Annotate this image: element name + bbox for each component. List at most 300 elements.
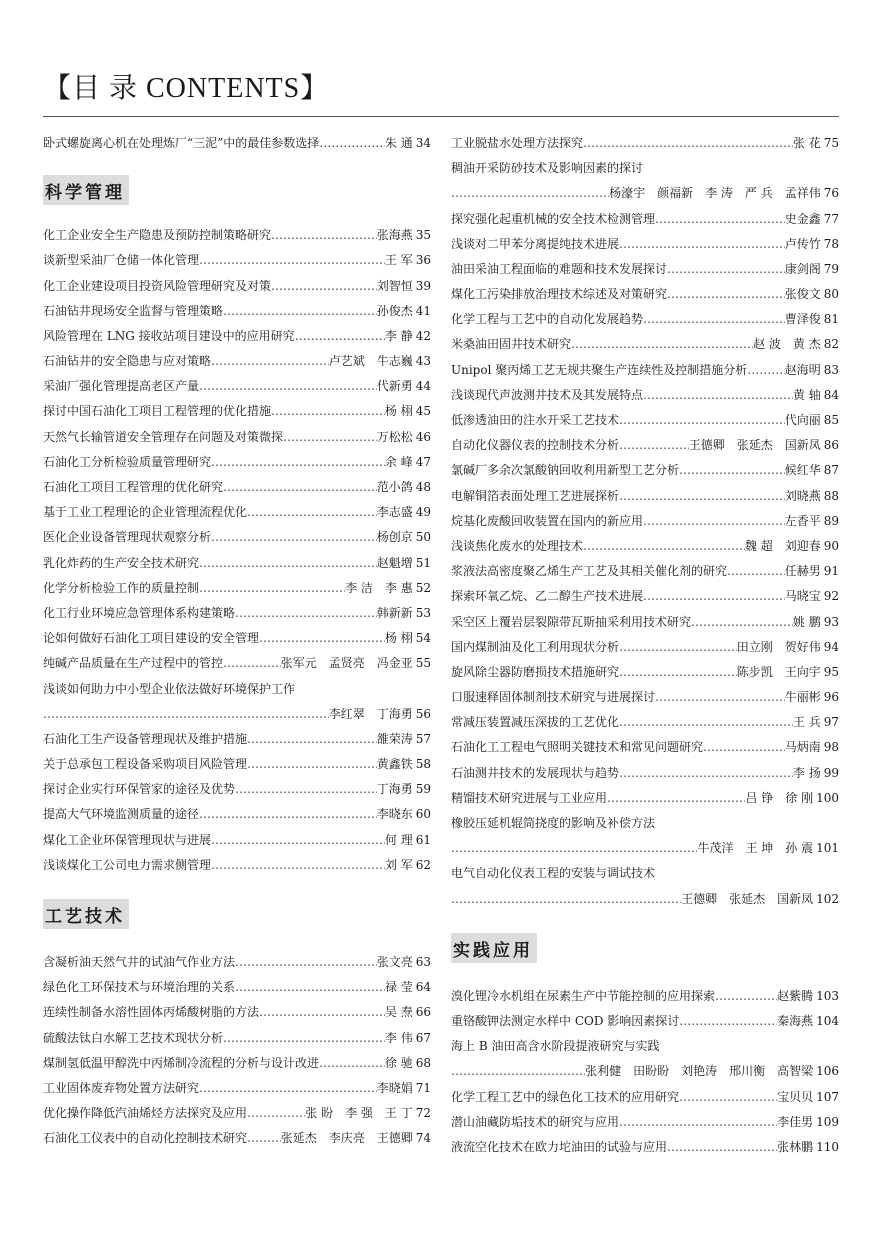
- toc-entry-title: 常减压装置减压深拔的工艺优化: [451, 715, 620, 730]
- toc-entry-title: 提高大气环境监测质量的途径: [43, 807, 200, 822]
- toc-entry-author: 朱 通: [384, 135, 413, 150]
- dot-leader: [259, 626, 385, 651]
- toc-entry-title: 乳化炸药的生产安全技术研究: [43, 555, 200, 570]
- toc-entry-author: 卢传竹: [784, 236, 821, 251]
- toc-entry[interactable]: [451, 660, 839, 685]
- toc-entry-page: 87: [823, 463, 839, 478]
- toc-entry-page: 77: [823, 211, 839, 226]
- dot-leader: [235, 950, 377, 975]
- toc-entry-page: 56: [415, 706, 431, 721]
- toc-entry-title: 浆液法高密度聚乙烯生产工艺及其相关催化剂的研究: [451, 564, 728, 579]
- toc-entry-title: 化学分析检验工作的质量控制: [43, 580, 200, 595]
- toc-entry[interactable]: [43, 828, 431, 853]
- toc-entry-author: 李 静: [384, 328, 413, 343]
- toc-entry[interactable]: [451, 282, 839, 307]
- toc-entry-title: 谈新型采油厂仓储一体化管理: [43, 253, 200, 268]
- toc-entry-title: 液流空化技术在欧力坨油田的试验与应用: [451, 1139, 668, 1154]
- toc-entry-author: 魏 超 刘迎春: [744, 538, 821, 553]
- toc-entry-author: 刘智恒: [376, 278, 413, 293]
- dot-leader: [271, 223, 377, 248]
- dot-leader: [247, 752, 377, 777]
- toc-entry[interactable]: [43, 1051, 431, 1076]
- toc-entry[interactable]: [451, 383, 839, 408]
- dot-leader: [247, 500, 377, 525]
- toc-entry-title: 关于总承包工程设备采购项目风险管理: [43, 757, 248, 772]
- toc-entry-page: 102: [816, 891, 839, 906]
- toc-entry-title: 石油化工仪表中的自动化控制技术研究: [43, 1131, 248, 1146]
- dot-leader: [679, 1085, 777, 1110]
- toc-entry-page: 86: [823, 438, 839, 453]
- toc-entry-page: 39: [415, 278, 431, 293]
- header-divider: [43, 116, 839, 117]
- dot-leader: [199, 1076, 377, 1101]
- toc-entry-page: 78: [823, 236, 839, 251]
- toc-entry-title: 化工企业安全生产隐患及预防控制策略研究: [43, 228, 272, 243]
- toc-entry-page: 61: [415, 832, 431, 847]
- toc-entry-author: 张海燕: [376, 228, 413, 243]
- dot-leader: [679, 1009, 777, 1034]
- toc-entry-title: 论如何做好石油化工项目建设的安全管理: [43, 631, 260, 646]
- toc-entry[interactable]: [43, 626, 431, 651]
- toc-entry-continuation[interactable]: [451, 887, 839, 912]
- dot-leader: [451, 1059, 585, 1084]
- dot-leader: [619, 635, 737, 660]
- toc-entry[interactable]: [43, 853, 431, 878]
- toc-entry-title: 工业固体废弃物处置方法研究: [43, 1080, 200, 1095]
- toc-entry[interactable]: [43, 500, 431, 525]
- dot-leader: [247, 1126, 281, 1151]
- toc-entry[interactable]: [451, 635, 839, 660]
- toc-entry[interactable]: [43, 1101, 431, 1126]
- toc-entry-page: 66: [415, 1005, 431, 1020]
- toc-entry-title: 口服速释固体制剂技术研究与进展探讨: [451, 690, 656, 705]
- dot-leader: [667, 257, 785, 282]
- toc-entry[interactable]: [451, 984, 839, 1009]
- toc-entry[interactable]: [451, 232, 839, 257]
- toc-entry[interactable]: [451, 307, 839, 332]
- toc-entry-continuation[interactable]: [451, 836, 839, 861]
- toc-entry[interactable]: [43, 324, 431, 349]
- dot-leader: [643, 584, 785, 609]
- toc-entry[interactable]: [43, 425, 431, 450]
- toc-entry-page: 94: [823, 639, 839, 654]
- toc-entry-page: 99: [823, 765, 839, 780]
- toc-entry-author: 黄鑫铁: [376, 757, 413, 772]
- toc-entry-title: 连续性制备水溶性固体丙烯酸树脂的方法: [43, 1005, 260, 1020]
- dot-leader: [223, 1026, 385, 1051]
- dot-leader: [583, 131, 793, 156]
- toc-entry[interactable]: [451, 559, 839, 584]
- dot-leader: [703, 735, 785, 760]
- dot-leader: [199, 551, 377, 576]
- toc-entry[interactable]: [43, 374, 431, 399]
- toc-entry-page: 64: [415, 980, 431, 995]
- toc-entry[interactable]: [43, 777, 431, 802]
- toc-entry-title: 探讨中国石油化工项目工程管理的优化措施: [43, 404, 272, 419]
- toc-entry-title: 采油厂强化管理提高老区产量: [43, 379, 200, 394]
- toc-entry-author: 雒荣涛: [376, 731, 413, 746]
- toc-entry-author: 候红华: [784, 463, 821, 478]
- toc-entry[interactable]: [43, 299, 431, 324]
- toc-entry-title: 石油化工项目工程管理的优化研究: [43, 480, 224, 495]
- dot-leader: [451, 836, 697, 861]
- toc-entry[interactable]: [451, 131, 839, 156]
- toc-entry-page: 109: [816, 1114, 839, 1129]
- toc-entry-page: 68: [415, 1055, 431, 1070]
- toc-entry-title: 纯碱产品质量在生产过程中的管控: [43, 656, 224, 671]
- toc-entry-continuation[interactable]: [451, 1059, 839, 1084]
- dot-leader: [43, 702, 329, 727]
- toc-entry-page: 101: [816, 841, 839, 856]
- toc-entry-author: 李晓东: [376, 807, 413, 822]
- toc-entry-author: 曹泽俊: [784, 312, 821, 327]
- toc-entry-author: 王 兵: [792, 715, 821, 730]
- dot-leader: [199, 374, 377, 399]
- toc-entry-page: 96: [823, 690, 839, 705]
- dot-leader: [199, 576, 345, 601]
- toc-entry[interactable]: [43, 727, 431, 752]
- toc-entry-page: 45: [415, 404, 431, 419]
- toc-entry-author: 李 洁 李 惠: [345, 580, 413, 595]
- toc-entry[interactable]: [451, 736, 839, 761]
- dot-leader: [619, 710, 793, 735]
- toc-entry-author: 吕 铮 徐 刚: [745, 790, 814, 805]
- toc-entry[interactable]: [451, 1085, 839, 1110]
- toc-entry-author: 杨 栩: [384, 631, 413, 646]
- dot-leader: [607, 786, 745, 811]
- toc-entry-page: 106: [816, 1064, 839, 1079]
- toc-entry-title: 风险管理在 LNG 接收站项目建设中的应用研究: [43, 328, 295, 343]
- toc-entry[interactable]: [451, 761, 839, 786]
- toc-entry[interactable]: [451, 610, 839, 635]
- toc-entry[interactable]: [43, 651, 431, 676]
- toc-entry[interactable]: [451, 257, 839, 282]
- toc-entry-title: 氯碱厂多余次氯酸钠回收利用新型工艺分析: [451, 463, 680, 478]
- toc-entry-page: 63: [415, 955, 431, 970]
- toc-entry-page: 49: [415, 505, 431, 520]
- toc-entry-title: 化学工程与工艺中的自动化发展趋势: [451, 312, 644, 327]
- toc-entry-title: 米桑油田固井技术研究: [451, 337, 572, 352]
- dot-leader: [211, 828, 385, 853]
- toc-entry-title: Unipol 聚丙烯工艺无规共聚生产连续性及控制措施分析: [451, 362, 748, 377]
- toc-entry-page: 52: [415, 580, 431, 595]
- toc-entry-author: 张林鹏: [777, 1139, 814, 1154]
- toc-entry-author: 余 峰: [384, 454, 413, 469]
- toc-entry-title: 浅谈煤化工公司电力需求侧管理: [43, 857, 212, 872]
- toc-entry[interactable]: [43, 576, 431, 601]
- toc-entry-page: 76: [823, 186, 839, 201]
- toc-entry-title: 探索环氧乙烷、乙二醇生产技术进展: [451, 589, 644, 604]
- toc-entry-author: 徐 驰: [384, 1055, 413, 1070]
- toc-entry[interactable]: [451, 433, 839, 458]
- toc-entry-title: 探究强化起重机械的安全技术检测管理: [451, 211, 656, 226]
- toc-entry-author: 王德卿 张延杰 国新凤: [688, 438, 821, 453]
- toc-entry-title: 石油化工工程电气照明关键技术和常见问题研究: [451, 740, 704, 755]
- toc-entry-page: 46: [415, 429, 431, 444]
- dot-leader: [655, 207, 785, 232]
- toc-entry-author: 黄 轴: [792, 387, 821, 402]
- toc-entry-author: 马炳南: [784, 740, 821, 755]
- toc-entry[interactable]: [43, 1126, 431, 1151]
- toc-entry-title: 重铬酸钾法测定水样中 COD 影响因素探讨: [451, 1013, 680, 1028]
- toc-entry-author: 牛丽彬: [784, 690, 821, 705]
- toc-entry-title-line[interactable]: 稠油开采防砂技术及影响因素的探讨: [451, 161, 644, 176]
- toc-entry-author: 张文亮: [376, 955, 413, 970]
- dot-leader: [199, 802, 377, 827]
- toc-entry-author: 李 扬: [792, 765, 821, 780]
- toc-entry[interactable]: [43, 975, 431, 1000]
- toc-entry-title: 硫酸法钛白水解工艺技术现状分析: [43, 1030, 224, 1045]
- toc-entry-page: 84: [823, 387, 839, 402]
- toc-entry-page: 57: [415, 731, 431, 746]
- toc-entry-page: 59: [415, 782, 431, 797]
- dot-leader: [211, 853, 385, 878]
- toc-entry-title-line[interactable]: 电气自动化仪表工程的安装与调试技术: [451, 866, 656, 881]
- toc-entry-author: 王德卿 张延杰 国新凤: [681, 891, 814, 906]
- toc-entry-page: 47: [415, 454, 431, 469]
- toc-entry-author: 韩新新: [376, 605, 413, 620]
- toc-entry-page: 44: [415, 379, 431, 394]
- toc-entry-title-line[interactable]: 浅谈如何助力中小型企业依法做好环境保护工作: [43, 681, 296, 696]
- toc-entry-continuation[interactable]: [451, 181, 839, 206]
- toc-entry-page: 71: [415, 1080, 431, 1095]
- dot-leader: [211, 349, 329, 374]
- toc-entry-page: 80: [823, 287, 839, 302]
- toc-entry-author: 赵 波 黄 杰: [753, 337, 821, 352]
- toc-entry-page: 103: [816, 988, 839, 1003]
- toc-entry-title: 煤化工污染排放治理技术综述及对策研究: [451, 287, 668, 302]
- section-heading-management: 科学管理: [43, 156, 431, 223]
- dot-leader: [247, 1101, 305, 1126]
- toc-entry-page: 95: [823, 664, 839, 679]
- dot-leader: [619, 433, 689, 458]
- dot-leader: [583, 534, 745, 559]
- toc-entry-author: 赵紫腾: [777, 988, 814, 1003]
- toc-entry[interactable]: [43, 450, 431, 475]
- toc-entry-page: 97: [823, 715, 839, 730]
- toc-entry[interactable]: [43, 950, 431, 975]
- toc-entry-author: 刘 军: [384, 857, 413, 872]
- toc-entry-author: 陈步凯 王向宇: [736, 664, 821, 679]
- dot-leader: [199, 248, 385, 273]
- toc-entry-title: 国内煤制油及化工利用现状分析: [451, 639, 620, 654]
- toc-entry[interactable]: [43, 400, 431, 425]
- toc-entry-page: 88: [823, 488, 839, 503]
- toc-entry[interactable]: [43, 475, 431, 500]
- toc-entry[interactable]: [451, 685, 839, 710]
- toc-entry[interactable]: [451, 786, 839, 811]
- toc-entry-author: 牛茂洋 王 坤 孙 震: [697, 841, 814, 856]
- toc-entry-title-line[interactable]: 橡胶压延机辊筒挠度的影响及补偿方法: [451, 816, 656, 831]
- toc-entry[interactable]: [43, 551, 431, 576]
- dot-leader: [619, 484, 785, 509]
- toc-entry[interactable]: [43, 248, 431, 273]
- toc-entry[interactable]: [451, 710, 839, 735]
- toc-entry-page: 42: [415, 328, 431, 343]
- toc-entry-author: 史金鑫: [784, 211, 821, 226]
- dot-leader: [619, 761, 793, 786]
- toc-entry-page: 89: [823, 513, 839, 528]
- toc-entry-author: 李佳男: [777, 1114, 814, 1129]
- page-title: 【目 录 CONTENTS】: [43, 73, 330, 104]
- toc-entry-title: 低渗透油田的注水开采工艺技术: [451, 413, 620, 428]
- toc-entry-title-line[interactable]: 海上 B 油田高含水阶段提液研究与实践: [451, 1039, 660, 1054]
- toc-entry-author: 李志盛: [376, 505, 413, 520]
- dot-leader: [211, 450, 385, 475]
- toc-entry[interactable]: [451, 509, 839, 534]
- toc-entry[interactable]: [43, 1076, 431, 1101]
- dot-leader: [247, 727, 377, 752]
- toc-entry-title: 优化操作降低汽油烯烃方法探究及应用: [43, 1106, 248, 1121]
- toc-entry[interactable]: [451, 1009, 839, 1034]
- dot-leader: [655, 685, 785, 710]
- toc-entry[interactable]: [451, 207, 839, 232]
- toc-entry-author: 卢艺斌 牛志巍: [328, 354, 413, 369]
- dot-leader: [211, 525, 377, 550]
- dot-leader: [271, 274, 377, 299]
- toc-entry-title: 精馏技术研究进展与工业应用: [451, 790, 608, 805]
- toc-entry-author: 何 理: [384, 832, 413, 847]
- dot-leader: [691, 610, 793, 635]
- toc-entry[interactable]: [43, 601, 431, 626]
- toc-entry-author: 王 军: [384, 253, 413, 268]
- toc-entry-title: 医化企业设备管理现状观察分析: [43, 530, 212, 545]
- toc-entry-title: 基于工业工程理论的企业管理流程优化: [43, 505, 248, 520]
- dot-leader: [451, 181, 609, 206]
- dot-leader: [643, 307, 785, 332]
- dot-leader: [643, 509, 785, 534]
- toc-entry-author: 宝贝贝: [777, 1089, 814, 1104]
- toc-entry-title: 潜山油藏防垢技术的研究与应用: [451, 1114, 620, 1129]
- toc-entry-page: 110: [816, 1139, 839, 1154]
- toc-entry-author: 丁海勇: [376, 782, 413, 797]
- dot-leader: [223, 651, 281, 676]
- toc-entry-page: 85: [823, 413, 839, 428]
- toc-entry-page: 34: [415, 135, 431, 150]
- dot-leader: [727, 559, 785, 584]
- toc-entry[interactable]: [451, 584, 839, 609]
- toc-entry-page: 74: [415, 1131, 431, 1146]
- toc-entry[interactable]: [451, 534, 839, 559]
- dot-leader: [319, 131, 385, 156]
- toc-entry-author: 孙俊杰: [376, 303, 413, 318]
- toc-entry-title: 旋风除尘器防磨损技术措施研究: [451, 664, 620, 679]
- toc-entry-author: 左香平: [784, 513, 821, 528]
- dot-leader: [235, 601, 377, 626]
- dot-leader: [715, 984, 777, 1009]
- toc-entry-author: 杨濠宇 颜福新 李 涛 严 兵 孟祥伟: [609, 186, 821, 201]
- toc-entry-page: 51: [415, 555, 431, 570]
- toc-entry-title: 石油测井技术的发展现状与趋势: [451, 765, 620, 780]
- toc-entry-page: 60: [415, 807, 431, 822]
- section-heading-practice: 实践应用: [451, 912, 839, 984]
- toc-entry-author: 张 盼 李 强 王 丁: [305, 1106, 413, 1121]
- toc-entry-title: 化工行业环境应急管理体系构建策略: [43, 605, 236, 620]
- dot-leader: [319, 1051, 385, 1076]
- toc-entry-author: 代向丽: [784, 413, 821, 428]
- toc-entry-title: 卧式螺旋离心机在处理炼厂“三泥”中的最佳参数选择: [43, 135, 320, 150]
- toc-entry-author: 代新勇: [376, 379, 413, 394]
- toc-entry[interactable]: [43, 274, 431, 299]
- toc-entry-page: 91: [823, 564, 839, 579]
- toc-entry-page: 83: [823, 362, 839, 377]
- toc-entry-title: 浅谈对二甲苯分离提纯技术进展: [451, 236, 620, 251]
- toc-entry-title: 工业脱盐水处理方法探究: [451, 135, 584, 150]
- dot-leader: [619, 232, 785, 257]
- toc-entry-author: 张军元 孟贤亮 冯金亚: [280, 656, 413, 671]
- toc-entry-author: 刘晓燕: [784, 488, 821, 503]
- dot-leader: [619, 660, 737, 685]
- toc-entry[interactable]: [451, 1135, 839, 1160]
- toc-entry-title: 浅谈现代声波测井技术及其发展特点: [451, 387, 644, 402]
- dot-leader: [619, 1110, 777, 1135]
- toc-entry-author: 李红翠 丁海勇: [328, 706, 413, 721]
- toc-entry[interactable]: [451, 458, 839, 483]
- toc-entry-page: 62: [415, 857, 431, 872]
- toc-entry-title: 含凝析油天然气井的试油气作业方法: [43, 955, 236, 970]
- dot-leader: [283, 425, 377, 450]
- toc-entry-author: 万松松: [376, 429, 413, 444]
- toc-entry-author: 禄 莹: [384, 980, 413, 995]
- toc-entry[interactable]: [43, 1026, 431, 1051]
- toc-entry[interactable]: [43, 1000, 431, 1025]
- toc-entry-page: 53: [415, 605, 431, 620]
- toc-entry-page: 72: [415, 1106, 431, 1121]
- toc-entry[interactable]: [43, 223, 431, 248]
- section-heading-process-tech: 工艺技术: [43, 878, 431, 950]
- toc-entry-author: 张利健 田盼盼 刘艳涛 邢川衡 高智梁: [585, 1064, 814, 1079]
- toc-entry-author: 吴 焘: [384, 1005, 413, 1020]
- dot-leader: [271, 399, 385, 424]
- toc-entry-title: 浅谈焦化废水的处理技术: [451, 538, 584, 553]
- toc-entry[interactable]: [43, 349, 431, 374]
- toc-entry-title: 石油化工生产设备管理现状及维护措施: [43, 731, 248, 746]
- toc-entry[interactable]: [43, 803, 431, 828]
- toc-entry-page: 75: [823, 135, 839, 150]
- toc-entry-author: 赵魁增: [376, 555, 413, 570]
- toc-entry-title: 烷基化废酸回收装置在国内的新应用: [451, 513, 644, 528]
- toc-entry-title: 天然气长输管道安全管理存在问题及对策微探: [43, 429, 284, 444]
- toc-entry-author: 杨 栩: [384, 404, 413, 419]
- toc-entry[interactable]: [451, 358, 839, 383]
- toc-left-column: [43, 131, 431, 1152]
- toc-entry-page: 98: [823, 740, 839, 755]
- toc-right-column: [451, 131, 839, 1160]
- toc-entry-continuation[interactable]: [43, 702, 431, 727]
- toc-entry-title: 化工企业建设项目投资风险管理研究及对策: [43, 278, 272, 293]
- toc-entry[interactable]: [43, 131, 431, 156]
- toc-entry-page: 93: [823, 614, 839, 629]
- dot-leader: [295, 324, 385, 349]
- toc-entry-page: 58: [415, 757, 431, 772]
- toc-entry[interactable]: [43, 525, 431, 550]
- toc-entry-page: 100: [816, 790, 839, 805]
- toc-entry-title: 石油钻井的安全隐患与应对策略: [43, 354, 212, 369]
- toc-entry-page: 82: [823, 337, 839, 352]
- toc-entry-page: 79: [823, 261, 839, 276]
- toc-entry[interactable]: [451, 1110, 839, 1135]
- toc-entry-title: 采空区上覆岩层裂隙带瓦斯抽采利用技术研究: [451, 614, 692, 629]
- dot-leader: [679, 458, 785, 483]
- toc-entry-page: 104: [816, 1013, 839, 1028]
- toc-entry[interactable]: [451, 484, 839, 509]
- toc-entry[interactable]: [451, 408, 839, 433]
- toc-entry-page: 35: [415, 228, 431, 243]
- toc-entry[interactable]: [451, 333, 839, 358]
- dot-leader: [667, 1135, 777, 1160]
- toc-entry[interactable]: [43, 752, 431, 777]
- toc-entry-page: 50: [415, 530, 431, 545]
